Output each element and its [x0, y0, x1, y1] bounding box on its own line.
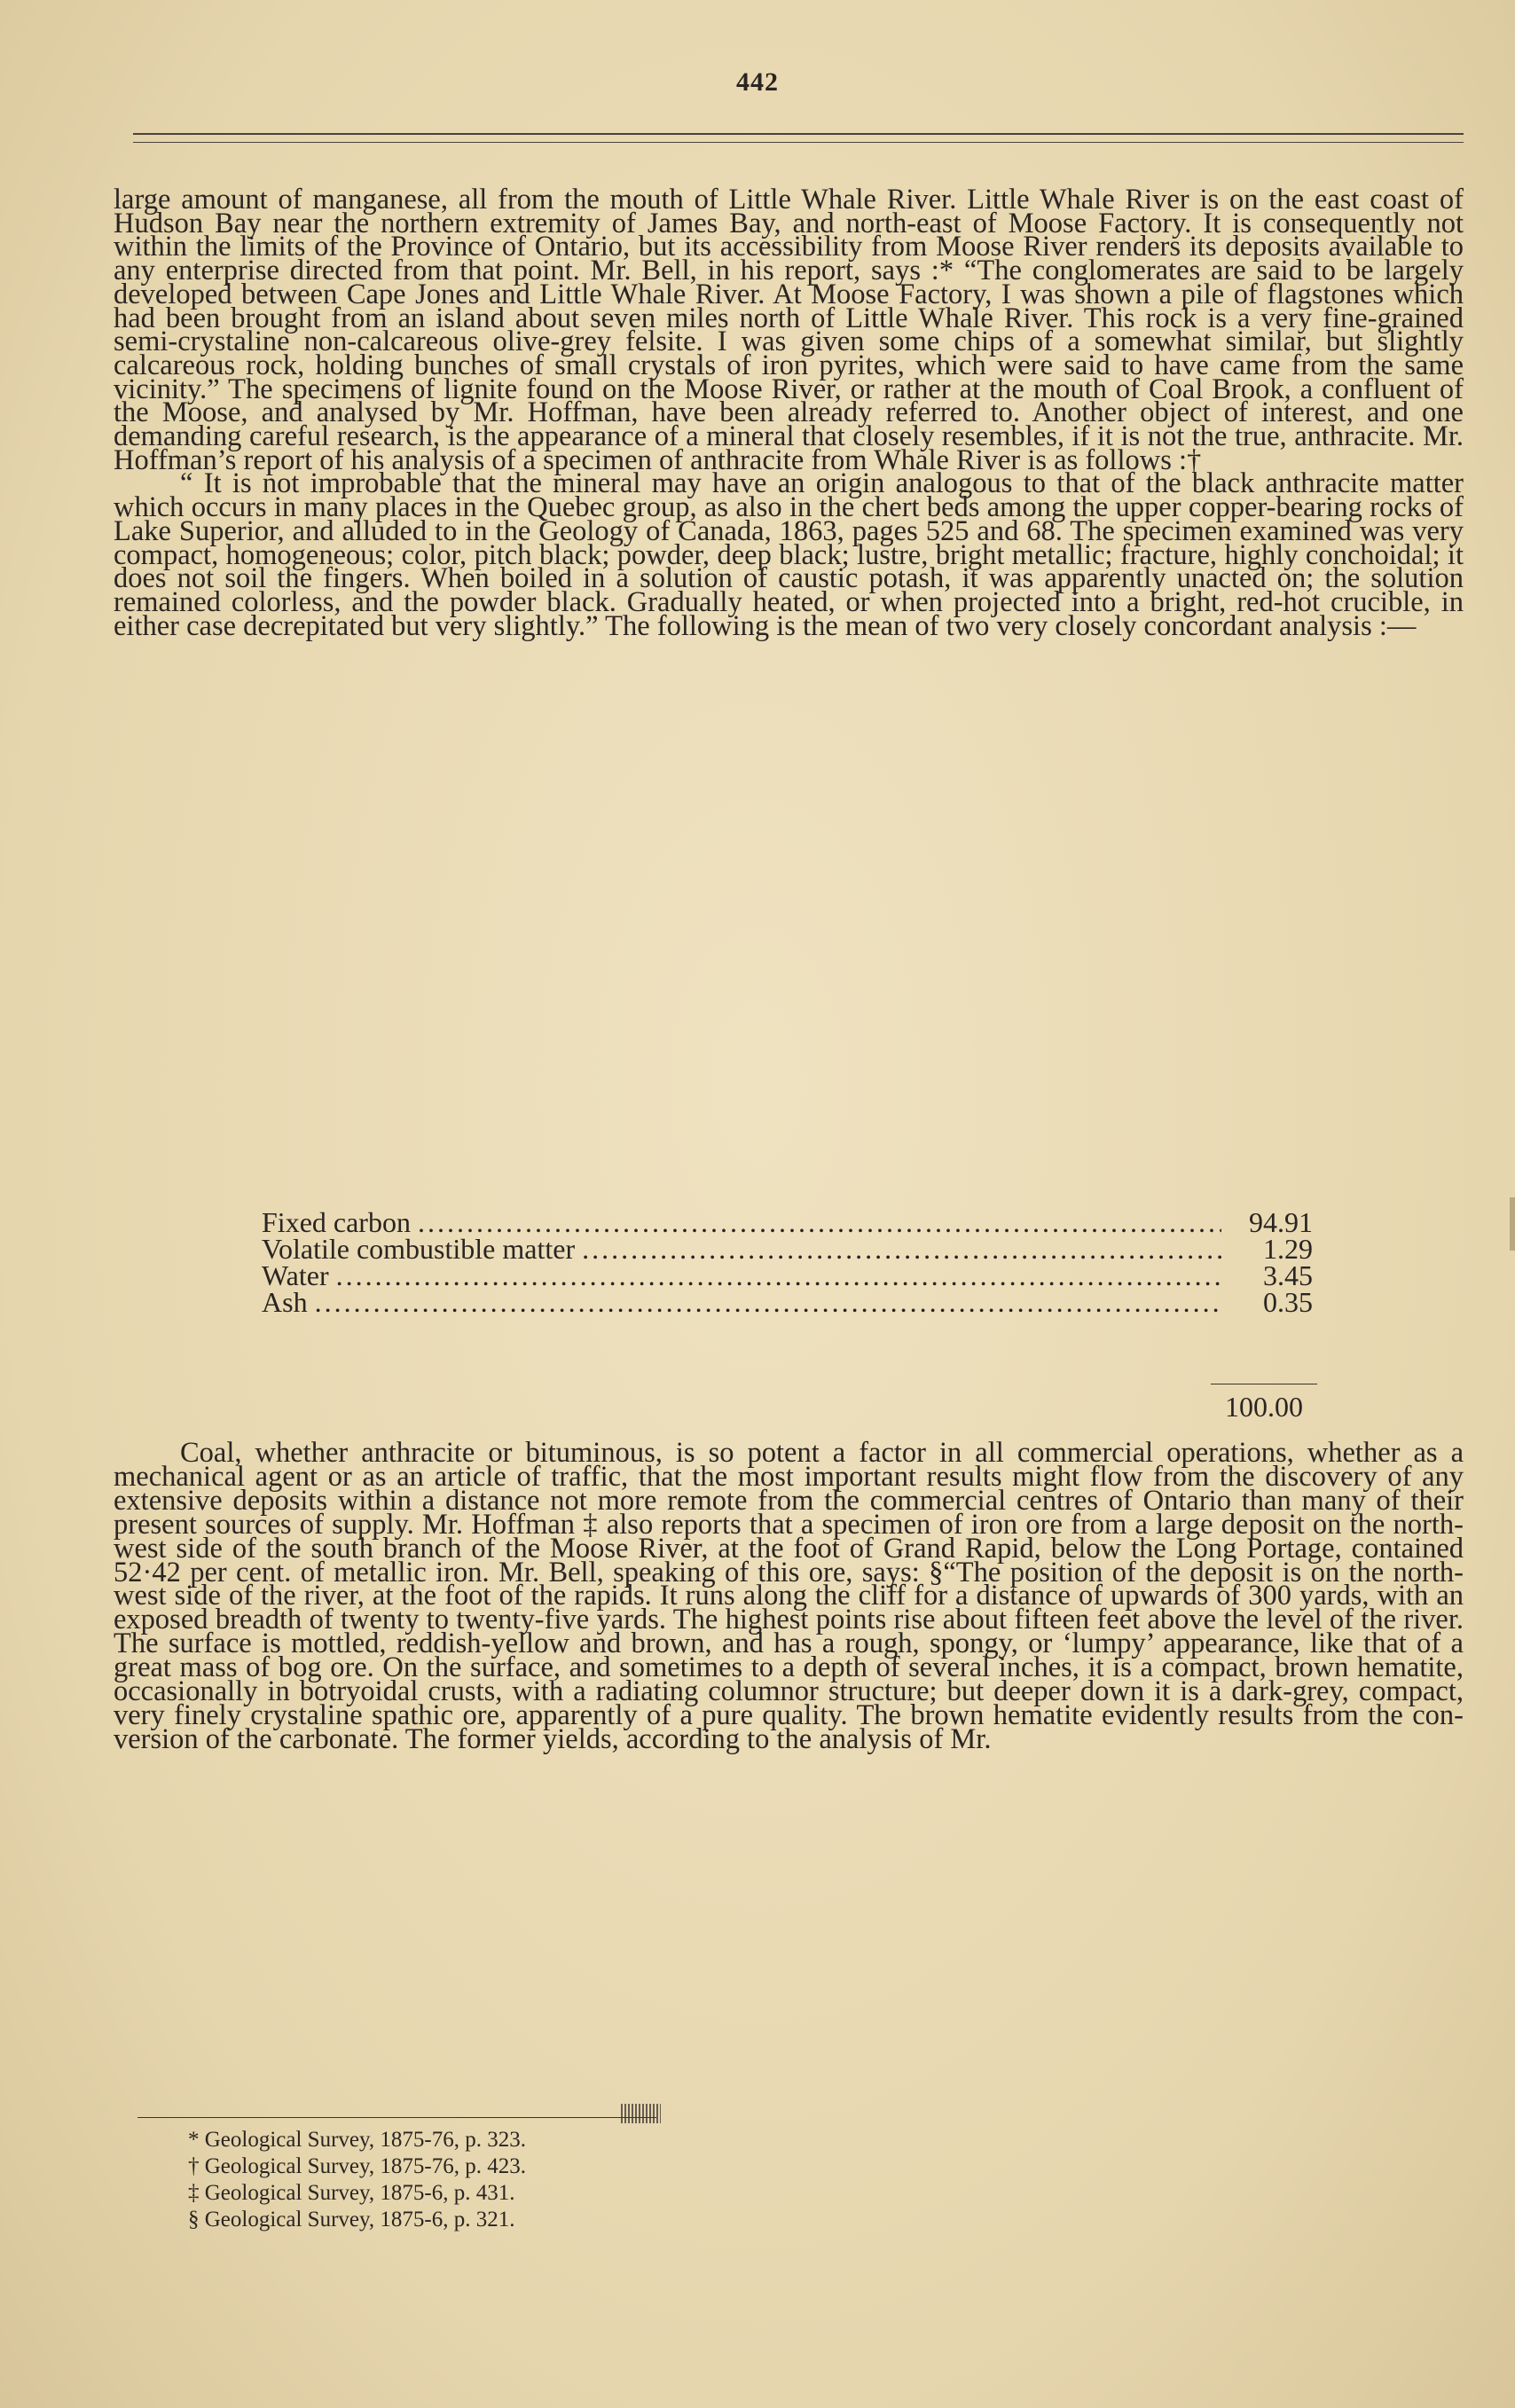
text-line: River, at the foot of Grand Rapid, below the Long Portage, contained 52·42 per cent.	[114, 1532, 1464, 1588]
text-line: deposits available to any enterprise directed from that point. Mr. Bell, in his report,	[114, 231, 1464, 287]
footnote-rule	[137, 2117, 656, 2118]
text-line: important results might flow from the discovery of any extensive deposits within	[114, 1460, 1464, 1517]
text-line: limits of the Province of Ontario, but its accessibility from Moose River renders its	[239, 231, 1226, 263]
text-line: version of the carbonate. The former yields, according to the analysis of Mr.	[114, 1722, 992, 1755]
row-label: Fixed carbon	[262, 1206, 411, 1238]
row-value: 0.35	[1263, 1286, 1313, 1318]
text-line: large amount of manganese, all from the mouth of Little Whale River. Little	[114, 184, 1040, 216]
paragraph-block-2	[114, 1437, 1464, 1755]
text-line: apparently of a pure quality. The brown hematite evidently results from the con-	[515, 1698, 1464, 1731]
table-row	[262, 1206, 1313, 1238]
text-line: but deeper down it is a dark-grey, compact, very finely crystaline spathic ore,	[114, 1675, 1464, 1731]
text-line: was very compact, homogeneous; color, pitch black; powder, deep black; lustre,	[114, 514, 1464, 571]
text-line: operations, whether as a mechanical agent or as an article of traffic, that the most	[114, 1437, 1464, 1493]
text-line: and Little Whale River. At Moose Factory, I was shown a pile of flagstones which	[488, 278, 1464, 310]
row-value: 1.29	[1263, 1233, 1313, 1265]
text-line: a distance not more remote from the commercial centres of Ontario than many of	[421, 1484, 1411, 1517]
text-line: boiled in a solution of caustic potash, it was apparently unacted on; the solution	[499, 562, 1464, 595]
footnote: † Geological Survey, 1875-76, p. 423.	[188, 2154, 526, 2178]
text-line: the surface, and sometimes to a depth of several inches, it is a compact, brown	[426, 1651, 1357, 1684]
table-row	[262, 1259, 1313, 1291]
text-line: mouth of Coal Brook, a confluent of the Moose, and analysed by Mr. Hoffman, have	[114, 373, 1464, 429]
text-line: James Bay, and north-east of Moose Factory. It is consequently not within the	[114, 207, 1464, 263]
analysis-total: 100.00	[1225, 1391, 1303, 1423]
print-smudge	[621, 2104, 661, 2123]
footnote: § Geological Survey, 1875-6, p. 321.	[188, 2208, 515, 2232]
text-line: level of the river. The surface is mottled, reddish-yellow and brown, and has a	[114, 1604, 1464, 1660]
paragraph-manganese	[114, 184, 1464, 476]
text-line: of metallic iron. Mr. Bell, speaking of this ore, says: §“The position of the	[300, 1556, 1190, 1588]
row-label: Volatile combustible matter	[262, 1233, 576, 1265]
analysis-table	[262, 1206, 1313, 1318]
text-line: research, is the appearance of a mineral that closely resembles, if it is not the true,	[336, 420, 1295, 453]
row-value: 3.45	[1263, 1259, 1313, 1291]
text-line: same vicinity.” The specimens of lignite found on the Moose River, or rather at the	[114, 349, 1464, 405]
table-row	[262, 1233, 1313, 1265]
paragraph-block-1	[114, 184, 1464, 642]
footnote: * Geological Survey, 1875-76, p. 323.	[188, 2128, 526, 2152]
text-line: This rock is a very fine-grained semi-crystaline non-calcareous olive-grey felsite. I	[114, 302, 1464, 358]
text-line: bunches of small crystals of iron pyrites, which were said to have came from the	[414, 349, 1405, 381]
text-line: ore from a large deposit on the north-west side of the south branch of the Moose	[114, 1508, 1464, 1565]
text-line: Whale River is as follows :†	[874, 443, 1202, 476]
text-line: rough, spongy, or ‘lumpy’ appearance, like that of a great mass of bog ore. On	[114, 1628, 1464, 1684]
paragraph-hoffman-quote	[114, 467, 1464, 642]
text-line: anthracite. Mr. Hoffman’s report of his analysis of a specimen of anthracite from	[114, 420, 1464, 476]
text-line: twenty to twenty-five yards. The highest points rise about fifteen feet above the	[340, 1604, 1267, 1636]
text-line: alluded to in the Geology of Canada, 1863, pages 525 and 68. The specimen examined	[341, 514, 1360, 547]
footnotes	[188, 2127, 809, 2233]
text-line: “ It is not improbable that the mineral may have an origin analogous to that of	[180, 467, 1146, 500]
text-line: says :* “The conglomerates are said to be largely developed between Cape Jones	[114, 255, 1464, 310]
text-line: their present sources of supply. Mr. Hoffman ‡ also reports that a specimen of iron	[114, 1484, 1464, 1541]
text-line: remained colorless, and the powder black. Gradually heated, or when projected	[114, 585, 1071, 618]
paragraph-coal	[114, 1437, 1464, 1755]
text-line: Whale River is on the east coast of Hudson Bay near the northern extremity of	[114, 184, 1464, 239]
header-rule	[133, 133, 1464, 135]
table-row	[262, 1286, 1313, 1318]
text-line: Coal, whether anthracite or bituminous, is so potent a factor in all commercial	[180, 1437, 1167, 1469]
row-label: Ash	[262, 1286, 308, 1318]
text-line: along the cliff for a distance of upwards of 300 yards, with an exposed breadth of	[114, 1580, 1464, 1636]
page-edge-tab	[1510, 1197, 1515, 1251]
text-line: the black anthracite matter which occurs in many places in the Quebec group, as	[114, 467, 1464, 524]
text-line: also in the chert beds among the upper copper-bearing rocks of Lake Superior, and	[114, 491, 1464, 547]
dot-leader	[315, 1286, 1221, 1319]
footnote: ‡ Geological Survey, 1875-6, p. 431.	[188, 2181, 515, 2205]
text-line: had been brought from an island about seven miles north of Little Whale River.	[114, 302, 1084, 334]
row-value: 94.91	[1249, 1206, 1313, 1238]
text-line: into a bright, red-hot crucible, in either case decrepitated but very slightly.” The	[114, 585, 1464, 642]
text-line: bright metallic; fracture, highly conchoidal; it does not soil the fingers. When	[114, 538, 1464, 595]
text-line: hematite, occasionally in botryoidal crusts, with a radiating columnor structure;	[114, 1651, 1464, 1708]
row-label: Water	[262, 1259, 329, 1291]
text-line: deposit is on the north-west side of the river, at the foot of the rapids. It runs	[114, 1556, 1464, 1612]
text-line: following is the mean of two very closely concordant analysis :—	[656, 609, 1417, 642]
header-rule-thin	[133, 142, 1464, 143]
text-line: been already referred to. Another object of interest, and one demanding careful	[114, 396, 1464, 453]
page-number: 442	[736, 67, 779, 97]
text-line: was given some chips of a somewhat similar, but slightly calcareous rock, holding	[114, 326, 1464, 381]
